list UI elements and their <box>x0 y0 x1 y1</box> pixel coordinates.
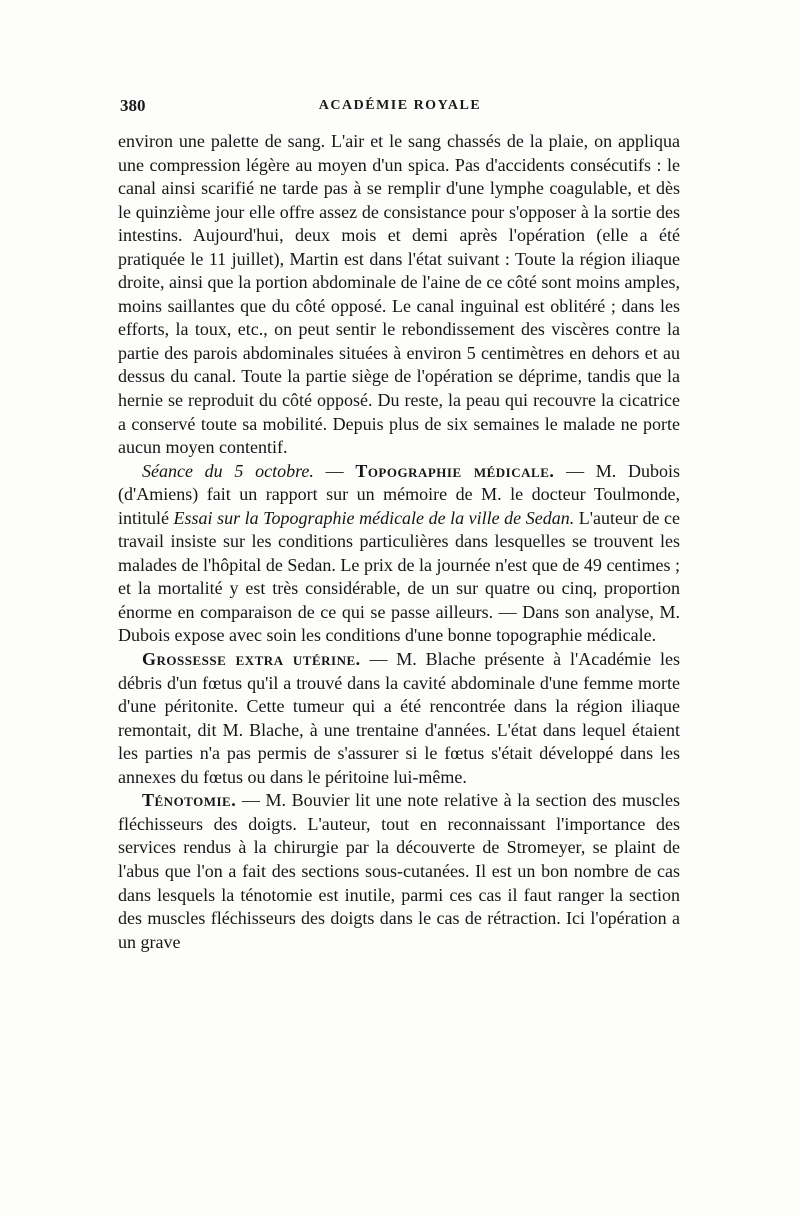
section-heading-topographie: Topographie médicale. <box>355 460 555 481</box>
session-date: Séance du 5 octobre. <box>142 460 314 481</box>
separator-dash: — <box>313 460 356 481</box>
body-text <box>118 130 680 954</box>
paragraph-text: — M. Dubois (d'Amiens) fait un rapport sur un mémoire de M. le docteur Toulmonde, intitulé <box>118 460 680 528</box>
paragraph-text: — M. Blache présente à l'Académie les débris d'un fœtus qu'il a trouvé dans la cavité abdominale d'une femme morte d'une péritonite. Cette tumeur qui a été rencontrée dans la région iliaque remontait, dit M. Blache, à une trentaine d'années. L'état dans lequel étaient les parties n'a pas permis de s'assurer si le fœtus s'était développé dans les annexes du fœtus ou dans le péritoine lui-même. <box>118 649 680 787</box>
running-head: ACADÉMIE ROYALE <box>318 98 482 113</box>
page-number: 380 <box>120 96 146 115</box>
paragraph-seance <box>118 460 680 648</box>
section-heading-grossesse: Grossesse extra utérine. <box>142 649 361 670</box>
paragraph-tenotomie <box>118 789 680 954</box>
paragraph-grossesse <box>118 648 680 789</box>
memoir-title: Essai sur la Topographie médicale de la ville de Sedan. <box>173 507 575 528</box>
paragraph-continuation: environ une palette de sang. L'air et le sang chassés de la plaie, on appliqua une compression légère au moyen d'un spica. Pas d'accidents consécutifs : le canal ainsi scarifié ne tarde pas à se remplir d'une lymphe coagulable, et dès le quinzième jour elle offre assez de consistance pour s'opposer à la sortie des intestins. Aujourd'hui, deux mois et demi après l'opération (elle a été pratiquée le 11 juillet), Martin est dans l'état suivant : Toute la région iliaque droite, ainsi que la portion abdominale de l'aine de ce côté sont moins amples, moins saillantes que du côté opposé. Le canal inguinal est oblitéré ; dans les efforts, la toux, etc., on peut sentir le rebondissement des viscères contre la partie des parois abdominales situées à environ 5 centimètres en dehors et au dessus du canal. Toute la partie siège de l'opération se déprime, tandis que la hernie se reproduit du côté opposé. Du reste, la peau qui recouvre la cicatrice a conservé toute sa mobilité. Depuis plus de six semaines le malade ne porte aucun moyen contentif. <box>118 131 680 458</box>
page-header <box>120 96 680 122</box>
section-heading-tenotomie: Ténotomie. <box>142 790 237 811</box>
paragraph-text: — M. Bouvier lit une note relative à la section des muscles fléchisseurs des doigts. L'auteur, tout en reconnaissant l'importance des services rendus à la chirurgie par la découverte de Stromeyer, se plaint de l'abus que l'on a fait des sections sous-cutanées. Il est un bon nombre de cas dans lesquels la ténotomie est inutile, parmi ces cas il faut ranger la section des muscles fléchisseurs des doigts dans le cas de rétraction. Ici l'opération a un grave <box>118 790 680 952</box>
paragraph-text: L'auteur de ce travail insiste sur les conditions particulières dans lesquelles se trouvent les malades de l'hôpital de Sedan. Le prix de la journée n'est que de 49 centimes ; et la mortalité y est très considérable, de un sur quatre ou cinq, proportion énorme en comparaison de ce qui se passe ailleurs. — Dans son analyse, M. Dubois expose avec soin les conditions d'une bonne topographie médicale. <box>118 507 681 646</box>
